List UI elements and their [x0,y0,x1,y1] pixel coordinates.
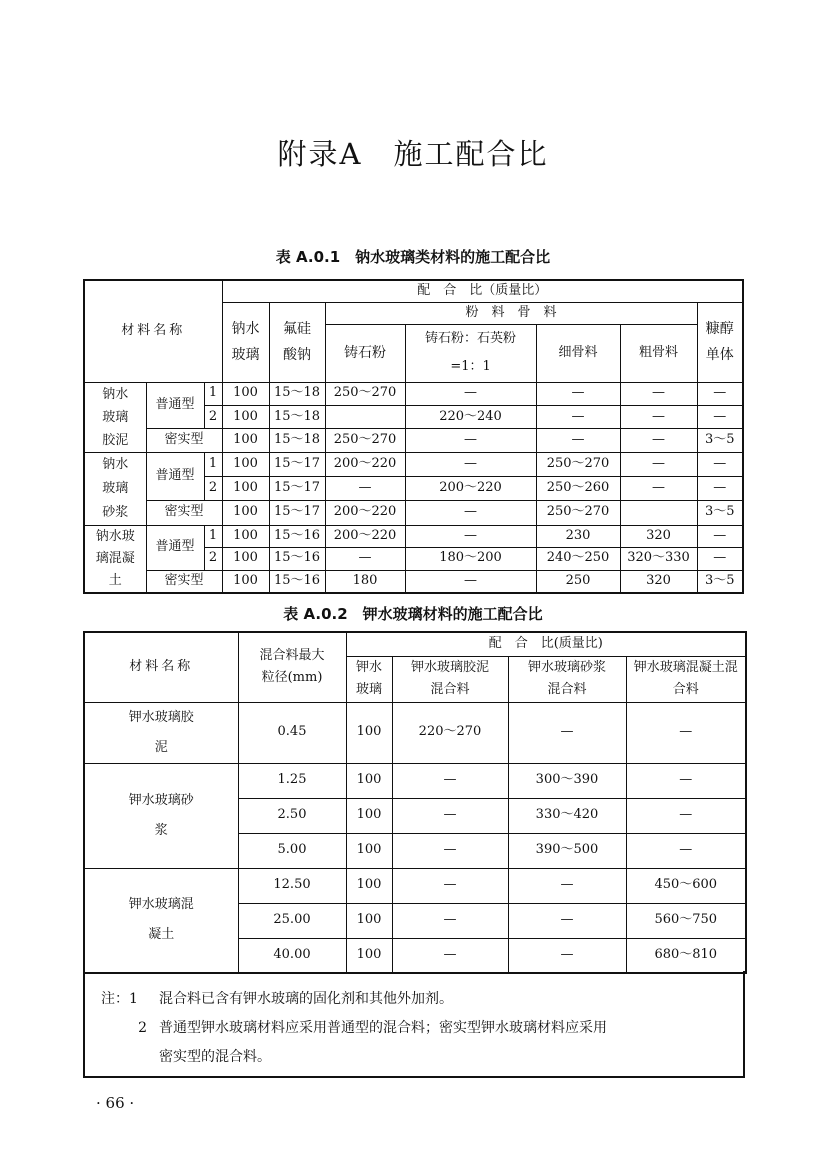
cell: — [325,547,405,570]
table1-caption: 表 A.0.1 钠水玻璃类材料的施工配合比 [275,248,551,266]
table-row [84,763,746,798]
cell: — [405,382,536,405]
header-sodium-glass: 钠水玻璃 [222,302,269,382]
cell: 100 [222,476,269,500]
cell: — [620,476,697,500]
table-row [84,570,743,593]
cell: 15～18 [269,382,325,405]
cell: 15～16 [269,570,325,593]
cell: 1 [204,452,222,476]
cell: 100 [222,382,269,405]
cell: — [626,833,746,868]
cell: 180～200 [405,547,536,570]
cell: 450～600 [626,868,746,903]
cell: 250～270 [325,429,405,452]
cell: 1 [204,382,222,405]
cell: 200～220 [325,525,405,547]
table-row [84,501,743,525]
cell: 2 [204,476,222,500]
cell: — [620,382,697,405]
header-cast-quartz-mix: 铸石粉：石英粉=1：1 [405,324,536,382]
cell: 3～5 [697,429,743,452]
cell: — [392,903,508,938]
group-potassium-cement: 钾水玻璃胶泥 [84,702,238,763]
group-potassium-mortar: 钾水玻璃砂浆 [84,763,238,868]
table-row [84,452,743,476]
cell: 2 [204,547,222,570]
note-2-number: 2 [138,1020,147,1036]
cell: 220～240 [405,405,536,428]
cell: — [392,798,508,833]
type-dense: 密实型 [146,570,222,593]
header-cast-stone-powder: 铸石粉 [325,324,405,382]
cell: 320～330 [620,547,697,570]
note-2-continuation: 密实型的混合料。 [159,1049,271,1065]
cell: 180 [325,570,405,593]
cell: 15～17 [269,452,325,476]
cell: 100 [346,763,392,798]
cell: 15～16 [269,547,325,570]
type-normal: 普通型 [146,382,204,429]
cell: — [626,763,746,798]
cell: 25.00 [238,903,346,938]
note-1 [101,985,731,1014]
cell: 250～260 [536,476,620,500]
cell: — [392,868,508,903]
header-fine-aggregate: 细骨料 [536,324,620,382]
cell: 240～250 [536,547,620,570]
cell: — [405,525,536,547]
cell: 100 [222,570,269,593]
header-material-name: 材料名称 [84,632,238,702]
cell: 3～5 [697,501,743,525]
type-dense: 密实型 [146,501,222,525]
cell: 1.25 [238,763,346,798]
cell: — [392,938,508,973]
cell: — [697,525,743,547]
cell: 100 [346,833,392,868]
header-mortar-mix: 钾水玻璃砂浆混合料 [508,656,626,702]
cell: 100 [346,938,392,973]
cell: 100 [222,452,269,476]
cell: 100 [346,702,392,763]
table-row [84,525,743,547]
cell: 100 [346,903,392,938]
cell: 320 [620,525,697,547]
cell: — [508,938,626,973]
table2-caption: 表 A.0.2 钾水玻璃材料的施工配合比 [283,605,543,623]
header-mix-ratio: 配 合 比(质量比) [346,632,746,656]
header-potassium-glass: 钾水玻璃 [346,656,392,702]
group-potassium-concrete: 钾水玻璃混凝土 [84,868,238,973]
cell: — [405,429,536,452]
cell: 230 [536,525,620,547]
header-powder-aggregate: 粉 料 骨 料 [325,302,697,324]
type-dense: 密实型 [146,429,222,452]
cell: 220～270 [392,702,508,763]
header-cement-mix: 钾水玻璃胶泥混合料 [392,656,508,702]
cell: 5.00 [238,833,346,868]
cell: 1 [204,525,222,547]
cell: 250～270 [536,501,620,525]
cell: — [626,798,746,833]
cell: 200～220 [405,476,536,500]
cell: — [620,405,697,428]
cell: 0.45 [238,702,346,763]
cell: — [508,903,626,938]
cell: 680～810 [626,938,746,973]
cell: 250～270 [536,452,620,476]
cell: 40.00 [238,938,346,973]
cell: — [508,868,626,903]
cell: 15～18 [269,429,325,452]
cell: 2 [204,405,222,428]
cell [325,405,405,428]
table-sodium-silicate [83,279,744,594]
table-row [84,868,746,903]
cell: 15～17 [269,476,325,500]
table-row [84,702,746,763]
cell: 15～18 [269,405,325,428]
table-row [84,382,743,405]
page-number: · 66 · [96,1094,135,1112]
cell: — [392,833,508,868]
cell: — [325,476,405,500]
cell: 15～16 [269,525,325,547]
cell: 3～5 [697,570,743,593]
cell: — [697,547,743,570]
type-normal: 普通型 [146,525,204,570]
cell: 250～270 [325,382,405,405]
cell: 330～420 [508,798,626,833]
table-row [84,429,743,452]
cell: — [536,382,620,405]
table-potassium-silicate [83,631,747,974]
cell: 100 [346,798,392,833]
header-material-name: 材料名称 [84,280,222,382]
header-coarse-aggregate: 粗骨料 [620,324,697,382]
note-2-text: 普通型钾水玻璃材料应采用普通型的混合料；密实型钾水玻璃材料应采用 [159,1020,607,1036]
cell: — [536,429,620,452]
appendix-title: 附录A 施工配合比 [277,137,549,171]
cell [620,501,697,525]
cell: 320 [620,570,697,593]
cell: 100 [222,501,269,525]
cell: — [697,476,743,500]
cell: — [392,763,508,798]
cell: 300～390 [508,763,626,798]
cell: — [620,452,697,476]
cell: 2.50 [238,798,346,833]
note-1-text: 混合料已含有钾水玻璃的固化剂和其他外加剂。 [159,991,453,1007]
cell: 12.50 [238,868,346,903]
cell: 200～220 [325,501,405,525]
cell: 100 [222,547,269,570]
cell: — [620,429,697,452]
header-furfuryl-monomer: 糠醇单体 [697,302,743,382]
cell: 560～750 [626,903,746,938]
cell: — [697,452,743,476]
cell: 200～220 [325,452,405,476]
cell: 100 [222,525,269,547]
cell: 100 [346,868,392,903]
cell: — [508,702,626,763]
header-mix-ratio: 配 合 比（质量比） [222,280,743,302]
table-notes [83,971,745,1078]
cell: 250 [536,570,620,593]
type-normal: 普通型 [146,452,204,501]
cell: — [536,405,620,428]
cell: — [405,501,536,525]
cell: — [626,702,746,763]
group-sodium-concrete: 钠水玻璃混凝土 [84,525,146,593]
cell: 390～500 [508,833,626,868]
header-max-particle-size: 混合料最大粒径(mm) [238,632,346,702]
note-2 [101,1014,731,1043]
note-label: 注：1 [101,991,138,1007]
cell: — [697,405,743,428]
header-concrete-mix: 钾水玻璃混凝土混合料 [626,656,746,702]
cell: — [405,452,536,476]
header-sodium-fluorosilicate: 氟硅酸钠 [269,302,325,382]
cell: 15～17 [269,501,325,525]
group-sodium-mortar: 钠水玻璃砂浆 [84,452,146,525]
cell: — [405,570,536,593]
cell: 100 [222,405,269,428]
group-sodium-cement: 钠水玻璃胶泥 [84,382,146,452]
cell: 100 [222,429,269,452]
cell: — [697,382,743,405]
